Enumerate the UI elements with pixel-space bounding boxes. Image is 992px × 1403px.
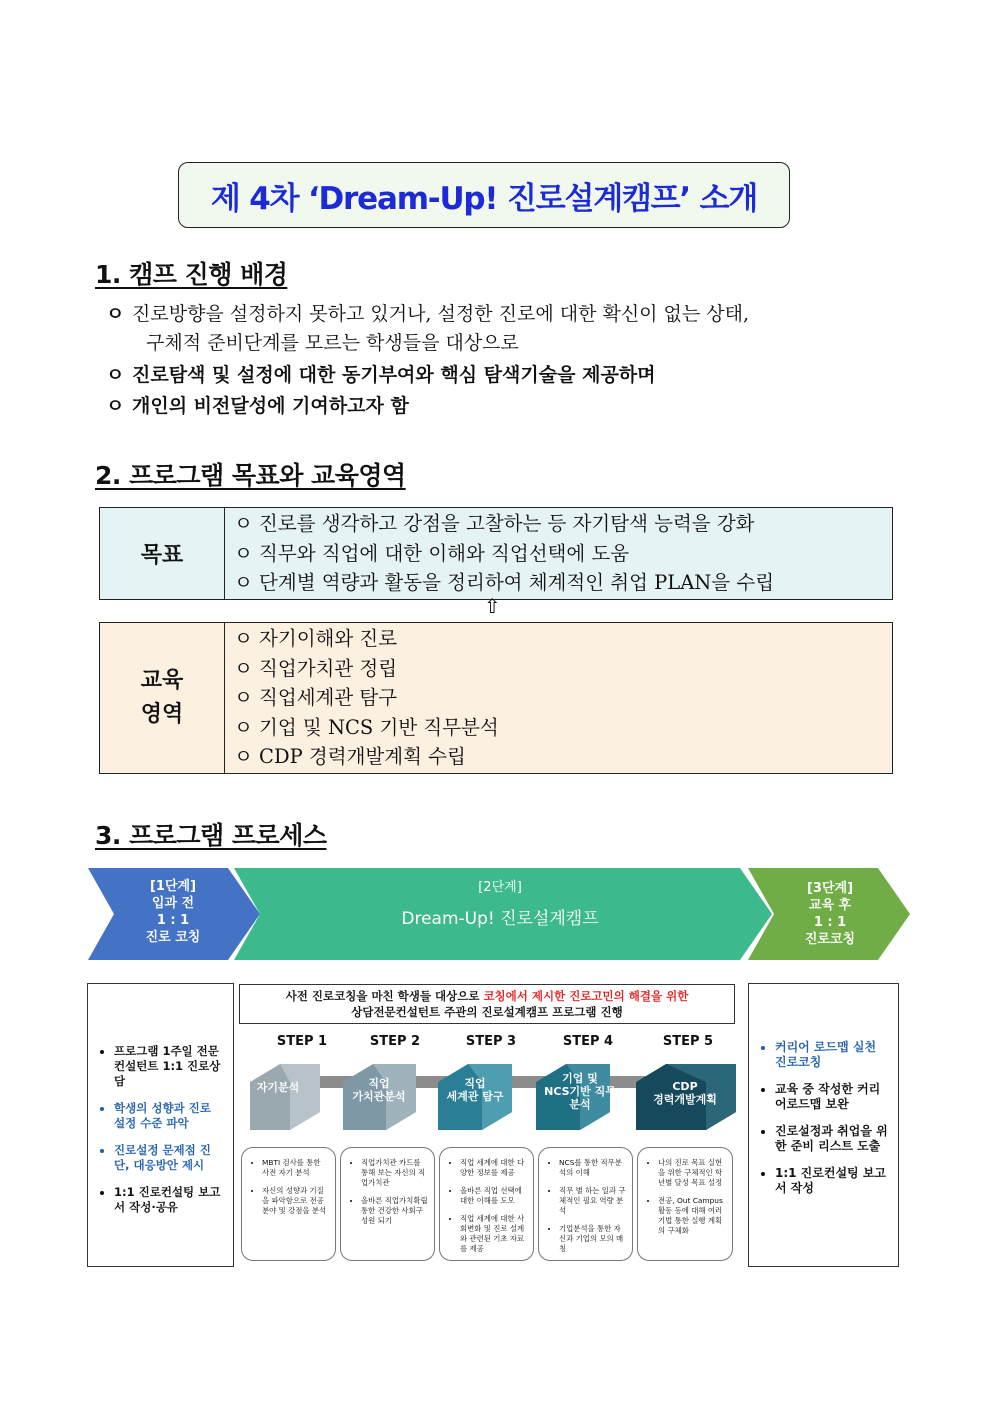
step-4-details	[538, 1147, 633, 1261]
step-3-name: 직업 세계관 탐구	[446, 1077, 504, 1103]
step-3-label: STEP 3	[465, 1034, 517, 1049]
circle-bullet-icon: ㅇ	[106, 395, 125, 417]
step-1-label: STEP 1	[276, 1034, 328, 1049]
section1-heading: 1. 캠프 진행 배경	[95, 260, 288, 289]
circle-bullet-icon: ㅇ	[106, 303, 125, 325]
step-5-label: STEP 5	[662, 1034, 714, 1049]
step-detail-item: • 직업 세계에 대한 다양한 정보를 제공	[460, 1158, 527, 1178]
step-3-details	[439, 1147, 534, 1261]
step-1-details	[241, 1147, 336, 1261]
step-2-details	[340, 1147, 435, 1261]
step-detail-item: • NCS를 통한 직무분석의 이해	[559, 1158, 626, 1178]
stage1-text: [1단계] 입과 전 1 : 1 진로 코칭	[145, 879, 201, 945]
step-detail-item: • 전공, Out Campus 활동 등에 대해 여러 기법 통한 실행 계획의 구체화	[658, 1196, 726, 1236]
stage3-detail-box	[748, 983, 899, 1267]
goal-label: 목표	[100, 508, 225, 600]
area-item: ㅇ 직업세계관 탐구	[234, 686, 398, 709]
stage1-item: • 프로그램 1주일 전문 컨설턴트 1:1 진로상담	[114, 1044, 225, 1089]
step-detail-item: • 올바른 직업 선택에 대한 이해를 도모	[460, 1186, 527, 1206]
up-arrow-icon: ⇧	[484, 594, 501, 618]
step-detail-item: • 나의 진로 목표 실현을 위한 구체적인 학년별 달성 목표 설정	[658, 1158, 726, 1188]
goal-item: ㅇ 직무와 직업에 대한 이해와 직업선택에 도움	[234, 541, 630, 565]
step-5-name: CDP 경력개발계획	[653, 1080, 717, 1106]
step-1-cube	[250, 1064, 320, 1130]
goal-table	[99, 507, 893, 600]
title-box	[178, 162, 790, 228]
page-title: 제 4차 ‘Dream-Up! 진로설계캠프’ 소개	[210, 180, 758, 217]
stage1-list	[88, 1044, 233, 1215]
stage1-item: • 학생의 성향과 진로 설정 수준 파악	[114, 1101, 225, 1131]
stage2-intro-box: 사전 진로코칭을 마친 학생들 대상으로 코칭에서 제시한 진로고민의 해결을 위한 상담전문컨설턴트 주관의 진로설계캠프 프로그램 진행	[239, 984, 735, 1024]
goal-list	[225, 508, 893, 600]
stage1-detail-box	[87, 983, 234, 1267]
section1-line-4: ㅇ 개인의 비전달성에 기여하고자 함	[106, 391, 409, 418]
area-list	[225, 623, 893, 774]
area-item: ㅇ CDP 경력개발계획 수립	[234, 745, 466, 768]
stage3-list	[749, 1040, 898, 1196]
stage3-item: • 교육 중 작성한 커리어로드맵 보완	[775, 1082, 890, 1112]
area-item: ㅇ 직업가치관 정립	[234, 656, 398, 680]
stage3-item: • 1:1 진로컨설팅 보고서 작성	[775, 1166, 890, 1196]
goal-item: ㅇ 진로를 생각하고 강점을 고찰하는 등 자기탐색 능력을 강화	[234, 512, 755, 535]
step-4-name: 기업 및 NCS기반 직무 분석	[544, 1072, 616, 1111]
step-5-details	[637, 1147, 733, 1261]
stage1-item: • 1:1 진로컨설팅 보고서 작성·공유	[114, 1185, 225, 1215]
stage2-text: [2단계] Dream-Up! 진로설계캠프	[401, 880, 599, 929]
step-4-label: STEP 4	[562, 1034, 614, 1049]
step-detail-item: • 직업 세계에 대한 사회변화 및 진로 설계와 관련된 기초 자료를 제공	[460, 1214, 527, 1254]
section2-heading: 2. 프로그램 목표와 교육영역	[95, 461, 406, 490]
stage3-text: [3단계] 교육 후 1 : 1 진로코칭	[804, 881, 856, 947]
section1-line-2: 구체적 준비단계를 모르는 학생들을 대상으로	[146, 332, 519, 354]
stage1-item: • 진로설정 문제점 진단, 대응방안 제시	[114, 1143, 225, 1173]
section3-heading: 3. 프로그램 프로세스	[95, 821, 327, 850]
stage3-item: • 커리어 로드맵 실천 진로코칭	[775, 1040, 890, 1070]
goal-item: ㅇ 단계별 역량과 활동을 정리하여 체계적인 취업 PLAN을 수립	[234, 571, 775, 594]
section1-line-3: ㅇ 진로탐색 및 설정에 대한 동기부여와 핵심 탐색기술을 제공하며	[106, 360, 656, 387]
area-item: ㅇ 자기이해와 진로	[234, 627, 398, 650]
circle-bullet-icon: ㅇ	[106, 364, 125, 386]
step-detail-item: • MBTI 검사를 통한 사전 자기 분석	[262, 1158, 329, 1178]
step-detail-item: • 기업분석을 통한 자신과 기업의 모의 매칭	[559, 1224, 626, 1254]
area-table	[99, 622, 893, 774]
step-detail-item: • 자신의 성향과 기질을 파악함으로 전공분야 및 강점을 분석	[262, 1186, 329, 1216]
area-label: 교육 영역	[100, 623, 225, 774]
area-item: ㅇ 기업 및 NCS 기반 직무분석	[234, 715, 499, 739]
step-detail-item: • 직업가치관 카드를 통해 보는 자신의 직업가치관	[361, 1158, 428, 1188]
stage3-item: • 진로설정과 취업을 위한 준비 리스트 도출	[775, 1124, 890, 1154]
step-detail-item: • 올바른 직업가치확립 통한 건강한 사회구성원 되기	[361, 1196, 428, 1226]
step-2-label: STEP 2	[369, 1034, 421, 1049]
step-1-name: 자기분석	[256, 1081, 300, 1094]
section1-line-1: ㅇ 진로방향을 설정하지 못하고 있거나, 설정한 진로에 대한 확신이 없는 상태,	[106, 299, 749, 326]
step-detail-item: • 직무 별 하는 일과 구체적인 필요 역량 분석	[559, 1186, 626, 1216]
step-2-name: 직업 가치관분석	[352, 1077, 406, 1103]
